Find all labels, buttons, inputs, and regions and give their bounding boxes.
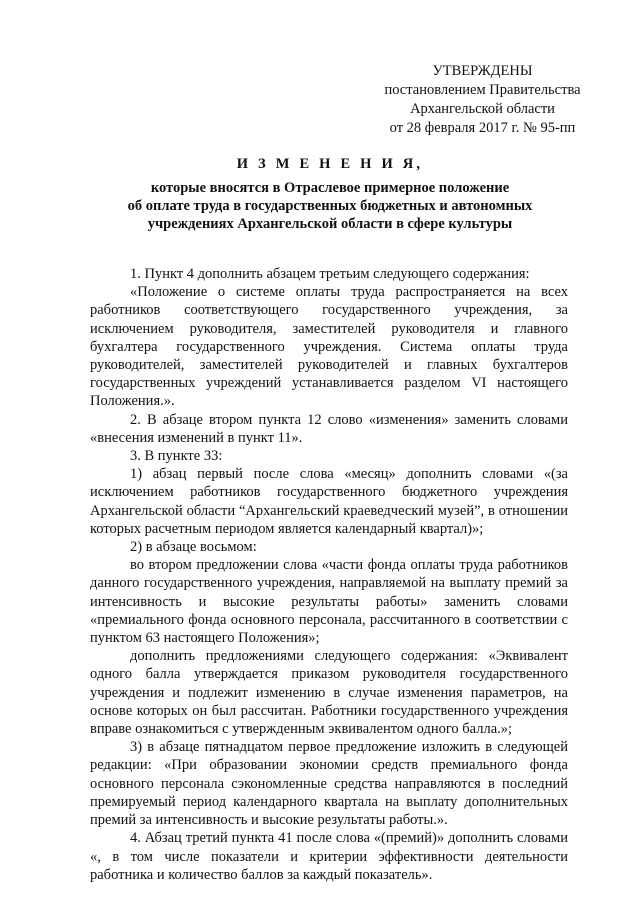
paragraph-quote-1: «Положение о системе оплаты труда распространяется на всех работников соответствующего государственного учреждения, за исключением руководителя, заместителей руководителя и главного бухгалтера государственного учреждения. Система оплаты труда руководителей, заместителей руководителей и главных бухгалтеров государственных учреждений устанавливается разделом VI настоящего Положения.». <box>90 284 568 410</box>
paragraph-subitem-1: 1) абзац первый после слова «месяц» дополнить словами «(за исключением работников государственного бюджетного учреждения Архангельской области “Архангельский краеведческий музей”, в отношении которых расчетным периодом является календарный квартал)»; <box>90 466 568 537</box>
paragraph-item-1: 1. Пункт 4 дополнить абзацем третьим следующего содержания: <box>130 266 530 282</box>
paragraph-subitem-3: 3) в абзаце пятнадцатом первое предложение изложить в следующей редакции: «При образовании экономии средств премиального фонда основного персонала сэкономленные средства направляются в последний премируемый период календарного квартала на выплату дополнительных премий за интенсивность и высокие результаты работы.». <box>90 739 568 829</box>
paragraph-subitem-2-b: дополнить предложениями следующего содержания: «Эквивалент одного балла утверждается приказом руководителя государственного учреждения и подлежит изменению в случае изменения параметров, на основе которых он был рассчитан. Работники государственного учреждения вправе ознакомиться с утвержденным эквивалентом одного балла.»; <box>90 648 568 738</box>
approval-date-line: от 28 февраля 2017 г. № 95-пп <box>389 120 576 136</box>
title-line: учреждениях Архангельской области в сфере культуры <box>147 216 513 232</box>
paragraph-item-2: 2. В абзаце втором пункта 12 слово «изменения» заменить словами «внесения изменений в пункт 11». <box>90 411 568 446</box>
title-heading: И З М Е Н Е Н И Я, <box>236 156 424 172</box>
paragraph-item-4: 4. Абзац третий пункта 41 после слова «(премий)» дополнить словами «, в том числе показатели и критерии эффективности деятельности работника и количество баллов за каждый показатель». <box>90 830 568 883</box>
title-line: которые вносятся в Отраслевое примерное положение <box>150 180 510 196</box>
paragraph-subitem-2: 2) в абзаце восьмом: <box>130 539 257 556</box>
document-body <box>90 265 568 884</box>
approval-stamp <box>375 62 590 138</box>
paragraph-item-3: 3. В пункте 33: <box>130 448 223 465</box>
paragraph-subitem-2-a: во втором предложении слова «части фонда оплаты труда работников данного государственного учреждения, направляемой на выплату премий за интенсивность и высокие результаты работы» заменить словами «премиального фонда основного персонала, рассчитанного в соответствии с пунктом 63 настоящего Положения»; <box>90 557 568 647</box>
title-line: об оплате труда в государственных бюджетных и автономных <box>127 198 533 214</box>
document-title <box>90 155 570 233</box>
approval-region-line: Архангельской области <box>410 101 555 117</box>
approval-title: УТВЕРЖДЕНЫ <box>432 63 533 79</box>
approval-decree-line: постановлением Правительства <box>384 82 581 98</box>
